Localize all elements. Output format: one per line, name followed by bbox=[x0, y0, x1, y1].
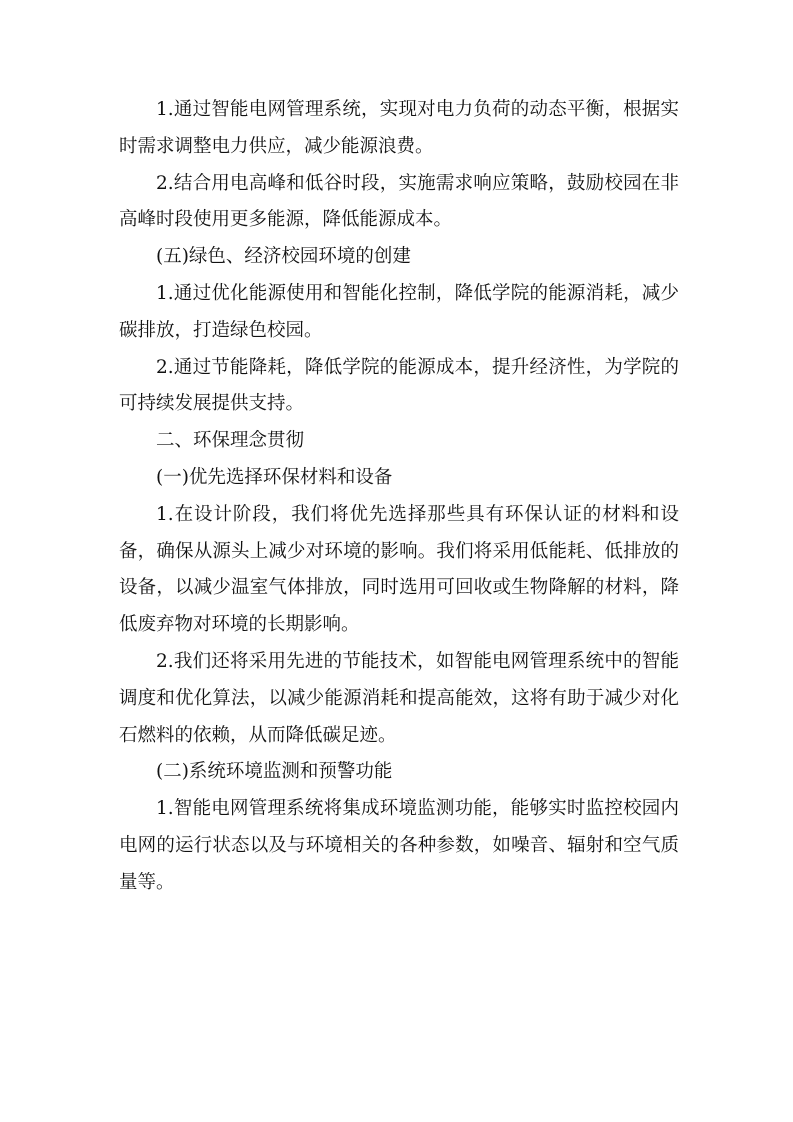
chapter-heading-eco-concept: 二、环保理念贯彻 bbox=[156, 430, 305, 452]
paragraph-environment-monitoring: 1.智能电网管理系统将集成环境监测功能，能够实时监控校园内电网的运行状态以及与环境相关的各种参数，如噪音、辐射和空气质量等。 bbox=[119, 798, 679, 893]
document-body bbox=[119, 92, 679, 902]
paragraph-certified-materials: 1.在设计阶段，我们将优先选择那些具有环保认证的材料和设备，确保从源头上减少对环境的影响。我们将采用低能耗、低排放的设备，以减少温室气体排放，同时选用可回收或生物降解的材料，降低废弃物对环境的长期影响。 bbox=[119, 503, 679, 636]
paragraph-energy-tech: 2.我们还将采用先进的节能技术，如智能电网管理系统中的智能调度和优化算法，以减少能源消耗和提高能效，这将有助于减少对化石燃料的依赖，从而降低碳足迹。 bbox=[119, 650, 679, 746]
paragraph-demand-balance: 1.通过智能电网管理系统，实现对电力负荷的动态平衡，根据实时需求调整电力供应，减少能源浪费。 bbox=[119, 99, 679, 157]
section-heading-monitoring: (二)系统环境监测和预警功能 bbox=[156, 761, 393, 783]
paragraph-peak-shaving: 2.结合用电高峰和低谷时段，实施需求响应策略，鼓励校园在非高峰时段使用更多能源，降低能源成本。 bbox=[119, 172, 679, 231]
paragraph-carbon-reduction: 1.通过优化能源使用和智能化控制，降低学院的能源消耗，减少碳排放，打造绿色校园。 bbox=[119, 282, 679, 341]
section-heading-eco-materials: (一)优先选择环保材料和设备 bbox=[156, 466, 393, 488]
paragraph-cost-reduction: 2.通过节能降耗，降低学院的能源成本，提升经济性，为学院的可持续发展提供支持。 bbox=[119, 356, 679, 415]
section-heading-green-campus: (五)绿色、经济校园环境的创建 bbox=[156, 246, 411, 268]
